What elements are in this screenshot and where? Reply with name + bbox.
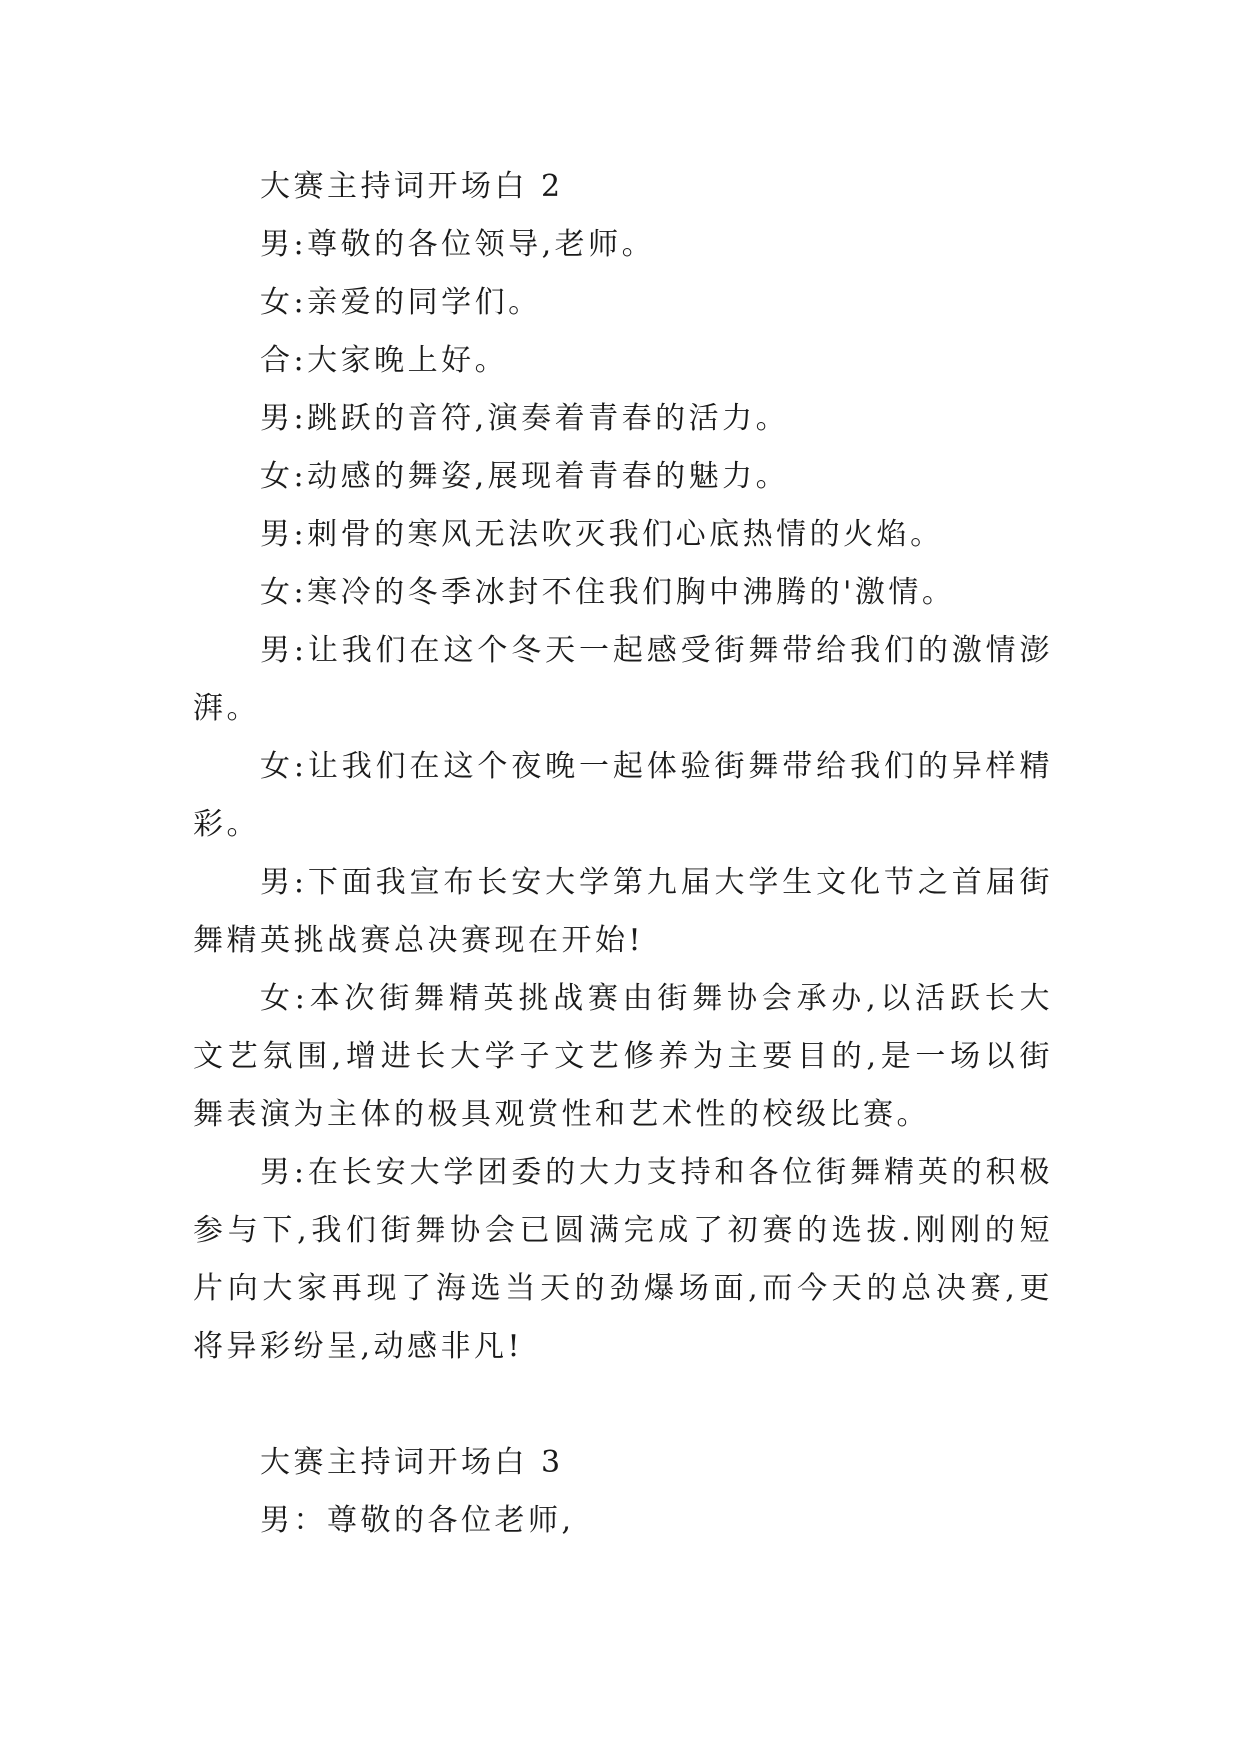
paragraph: 男:尊敬的各位领导,老师。 (260, 227, 656, 262)
paragraph: 女:让我们在这个夜晚一起体验街舞带给我们的异样精彩。 (193, 749, 1053, 842)
section-title: 大赛主持词开场白 3 (260, 1445, 564, 1480)
section-title: 大赛主持词开场白 2 (260, 169, 564, 204)
paragraph: 女:本次街舞精英挑战赛由街舞协会承办,以活跃长大文艺氛围,增进长大学子文艺修养为主要目的,是一场以街舞表演为主体的极具观赏性和艺术性的校级比赛。 (193, 981, 1053, 1132)
paragraph: 男:在长安大学团委的大力支持和各位街舞精英的积极参与下,我们街舞协会已圆满完成了初赛的选拔.刚刚的短片向大家再现了海选当天的劲爆场面,而今天的总决赛,更将异彩纷呈,动感非凡! (193, 1155, 1053, 1364)
paragraph: 男：尊敬的各位老师, (260, 1503, 575, 1538)
section-gap (193, 1376, 1053, 1434)
paragraph: 女:寒冷的冬季冰封不住我们胸中沸腾的'激情。 (260, 575, 956, 610)
paragraph: 男:下面我宣布长安大学第九届大学生文化节之首届街舞精英挑战赛总决赛现在开始! (193, 865, 1053, 958)
document-page (193, 158, 1053, 1550)
paragraph: 女:动感的舞姿,展现着青春的魅力。 (260, 459, 790, 494)
paragraph: 男:跳跃的音符,演奏着青春的活力。 (260, 401, 790, 436)
paragraph: 合:大家晚上好。 (260, 343, 509, 378)
paragraph: 女:亲爱的同学们。 (260, 285, 542, 320)
paragraph: 男:让我们在这个冬天一起感受街舞带给我们的激情澎湃。 (193, 633, 1053, 726)
paragraph: 男:刺骨的寒风无法吹灭我们心底热情的火焰。 (260, 517, 944, 552)
